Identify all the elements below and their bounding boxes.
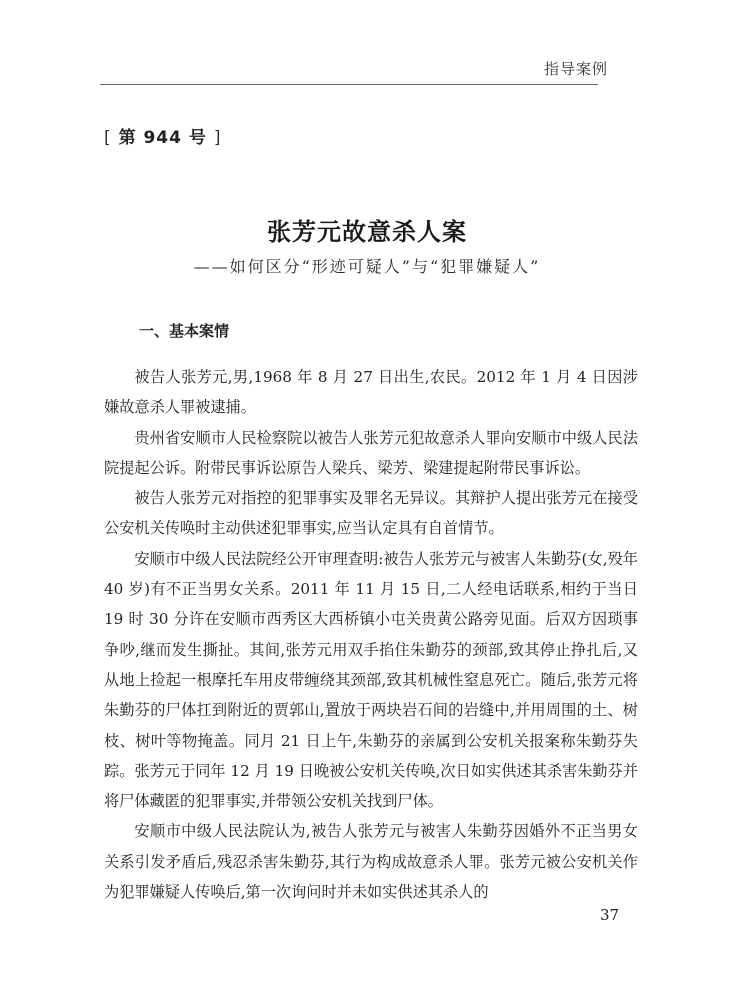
case-subtitle: ——如何区分“形迹可疑人”与“犯罪嫌疑人” xyxy=(193,257,541,276)
bracket-close: ] xyxy=(213,128,222,148)
paragraph: 被告人张芳元对指控的犯罪事实及罪名无异议。其辩护人提出张芳元在接受公安机关传唤时主动供述犯罪事实,应当认定具有自首情节。 xyxy=(104,489,638,538)
body-text xyxy=(104,362,638,907)
paragraph: 被告人张芳元,男,1968 年 8 月 27 日出生,农民。2012 年 1 月 4 日因涉嫌故意杀人罪被逮捕。 xyxy=(104,368,638,417)
page-number: 37 xyxy=(600,906,620,924)
section-heading: 一、基本案情 xyxy=(139,322,230,340)
paragraph: 贵州省安顺市人民检察院以被告人张芳元犯故意杀人罪向安顺市中级人民法院提起公诉。附带民事诉讼原告人梁兵、梁芳、梁建提起附带民事诉讼。 xyxy=(104,428,638,477)
case-title: 张芳元故意杀人案 xyxy=(267,217,467,246)
running-header-section-label: 指导案例 xyxy=(544,60,609,78)
header-divider xyxy=(100,84,598,85)
case-number xyxy=(104,123,221,148)
bracket-open: [ xyxy=(104,128,112,148)
paragraph: 安顺市中级人民法院认为,被告人张芳元与被害人朱勤芬因婚外不正当男女关系引发矛盾后,残忍杀害朱勤芬,其行为构成故意杀人罪。张芳元被公安机关作为犯罪嫌疑人传唤后,第一次询问时并未如实供述其杀人的 xyxy=(104,822,638,902)
paragraph: 安顺市中级人民法院经公开审理查明:被告人张芳元与被害人朱勤芬(女,殁年 40 岁)有不正当男女关系。2011 年 11 月 15 日,二人经电话联系,相约于当日 19 时 30 分许在安顺市西秀区大西桥镇小屯关贵黄公路旁见面。后双方因琐事争吵,继而发生撕扯。其间,张芳元用双手掐住朱勤芬的颈部,致其停止挣扎后,又从地上捡起一根摩托车用皮带缠绕其颈部,致其机械性窒息死亡。随后,张芳元将朱勤芬的尸体扛到附近的贾郭山,置放于两块岩石间的岩缝中,并用周围的土、树枝、树叶等物掩盖。同月 21 日上午,朱勤芬的亲属到公安机关报案称朱勤芬失踪。张芳元于同年 12 月 19 日晚被公安机关传唤,次日如实供述其杀害朱勤芬并将尸体藏匿的犯罪事实,并带领公安机关找到尸体。 xyxy=(104,549,638,811)
case-number-label: 第 944 号 xyxy=(118,128,207,148)
